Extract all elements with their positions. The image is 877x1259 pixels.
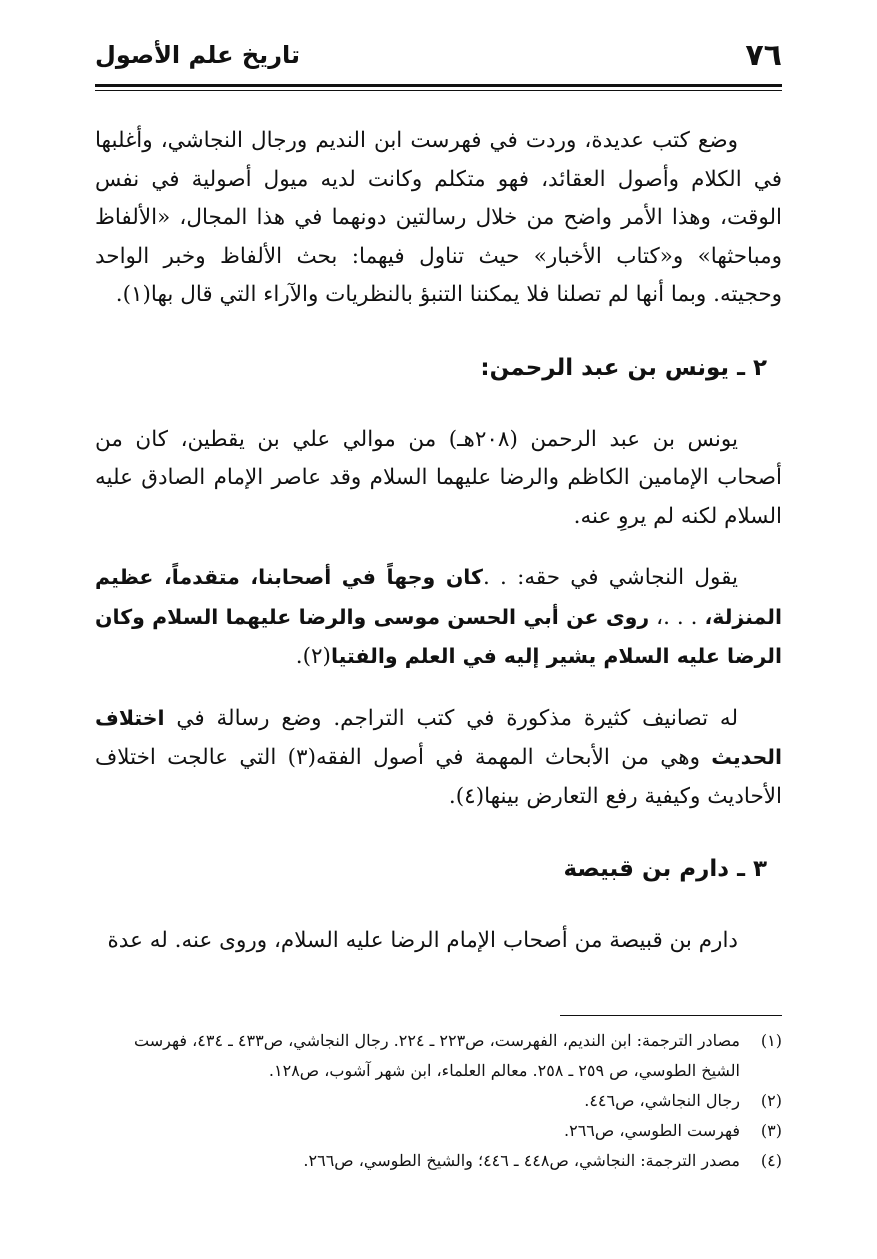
footnote-text: مصادر الترجمة: ابن النديم، الفهرست، ص٢٢٣ ـ ٢٢٤. رجال النجاشي، ص٤٣٣ ـ ٤٣٤، فهرست الشيخ الطوسي، ص ٢٥٩ ـ ٢٥٨. معالم العلماء، ابن شهر آشوب، ص١٢٨.	[134, 1031, 740, 1080]
running-title: تاريخ علم الأصول	[95, 41, 301, 69]
footnote-item	[95, 1146, 782, 1176]
quote-bold-2: روى عن أبي الحسن موسى والرضا عليهما السلام وكان الرضا عليه السلام يشير إليه في العلم والفتيا	[95, 604, 782, 668]
paragraph-intro: وضع كتب عديدة، وردت في فهرست ابن النديم ورجال النجاشي، وأغلبها في الكلام وأصول العقائد، فهو متكلم وكانت لديه ميول أصولية في نفس الوقت، وهذا الأمر واضح من خلال رسالتين دونهما في هذا المجال، «الألفاظ ومباحثها» و«كتاب الأخبار» حيث تناول فيهما: بحث الألفاظ وخبر الواحد وحجيته. وبما أنها لم تصلنا فلا يمكننا التنبؤ بالنظريات والآراء التي قال بها(١).	[95, 128, 782, 307]
paragraph-darim: دارم بن قبيصة من أصحاب الإمام الرضا عليه السلام، وروى عنه. له عدة	[107, 928, 738, 953]
footnote-item	[95, 1116, 782, 1146]
book-title-ikhtilaf: اختلاف الحديث	[95, 705, 782, 769]
footnote-mark: (١)	[760, 1031, 782, 1050]
quote-intro: يقول النجاشي في حقه: . .	[482, 565, 738, 590]
footnotes	[95, 1026, 782, 1176]
quote-end: (٢).	[295, 644, 331, 669]
main-text	[95, 122, 782, 961]
page-number: ٧٦	[745, 37, 782, 73]
footnote-text: فهرست الطوسي، ص٢٦٦.	[564, 1121, 740, 1140]
footnote-text: مصدر الترجمة: النجاشي، ص٤٤٨ ـ ٤٤٦؛ والشيخ الطوسي، ص٢٦٦.	[303, 1151, 740, 1170]
section-heading-yunus: ٢ ـ يونس بن عبد الرحمن:	[480, 354, 767, 381]
header-rule-thin	[95, 90, 782, 91]
section-heading-darim: ٣ ـ دارم بن قبيصة	[563, 856, 767, 882]
footnote-item	[95, 1026, 782, 1086]
header-rule	[95, 84, 782, 87]
footnote-text: رجال النجاشي، ص٤٤٦.	[584, 1091, 740, 1110]
paragraph-writings	[95, 699, 782, 817]
footnote-mark: (٣)	[760, 1121, 782, 1140]
writings-text-a: له تصانيف كثيرة مذكورة في كتب التراجم. وضع رسالة في	[164, 705, 738, 731]
footnote-mark: (٢)	[760, 1091, 782, 1110]
quote-bold-1: كان وجهاً في أصحابنا، متقدماً، عظيم المنزلة،	[95, 565, 782, 629]
quote-ellipsis: . . .،	[649, 604, 705, 630]
footnote-separator	[560, 1015, 782, 1016]
page-header	[95, 30, 782, 80]
footnote-item	[95, 1086, 782, 1116]
paragraph-najashi-quote	[95, 558, 782, 677]
paragraph-yunus-bio: يونس بن عبد الرحمن (٢٠٨هـ) من موالي علي بن يقطين، كان من أصحاب الإمامين الكاظم والرضا عليهما السلام وقد عاصر الإمام الصادق عليه السلام لكنه لم يروِ عنه.	[95, 426, 782, 529]
footnote-mark: (٤)	[760, 1151, 782, 1170]
writings-text-b: وهي من الأبحاث المهمة في أصول الفقه(٣) التي عالجت اختلاف الأحاديث وكيفية رفع التعارض بينها(٤).	[95, 745, 782, 809]
